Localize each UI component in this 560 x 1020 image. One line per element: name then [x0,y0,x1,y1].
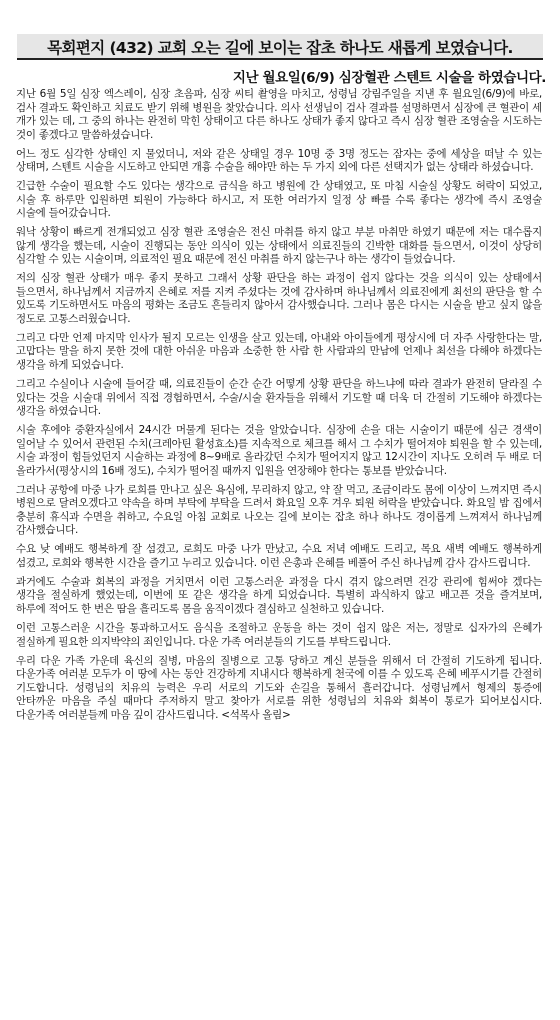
paragraph: 그리고 다만 언제 마지막 인사가 될지 모르는 인생을 살고 있는데, 아내와 아이들에게 평상시에 더 자주 사랑한다는 말, 고맙다는 말을 하지 못한 것에 대한 아쉬운 마음과 소중한 한 사람 한 사람과의 만남에 언제나 최선을 다해야 하겠다는 생각을 하게 되었습니다. [16,331,542,371]
paragraph: 워낙 상황이 빠르게 전개되었고 심장 혈관 조영술은 전신 마취를 하지 않고 부분 마취만 하였기 때문에 저는 대수롭지 않게 생각을 했는데, 시술이 진행되는 동안 의식이 있는 상태에서 의료진들의 긴박한 대화를 들으면서, 이것이 상당히 심각할 수 있는 시술이며, 의료적인 필요 때문에 전신 마취를 하지 않는구나 하는 생각이 들었습니다. [16,226,542,266]
paragraph: 어느 정도 심각한 상태인 지 물었더니, 저와 같은 상태일 경우 10명 중 3명 정도는 잠자는 중에 세상을 떠날 수 있는 상태며, 스텐트 시술을 시도하고 안되면 개흉 수술을 해야만 하는 두 가지 외에 다른 선택지가 없는 상태라 하셨습니다. [16,147,542,174]
paragraph: 수요 낮 예배도 행복하게 잘 섬겼고, 로희도 마중 나가 만났고, 수요 저녁 예배도 드리고, 목요 새벽 예배도 행복하게 섬겼고, 로희와 행복한 시간을 즐기고 누리고 있습니다. 이런 은총과 은혜를 베풀어 주신 하나님께 감사 감사드립니다. [16,543,542,569]
title-banner [17,34,543,60]
paragraph: 과거에도 수술과 회복의 과정을 거치면서 이런 고통스러운 과정을 다시 겪지 않으려면 건강 관리에 힘써야 겠다는 생각을 절실하게 했었는데, 이번에 또 같은 생각을 하게 되었습니다. 특별히 과식하지 않고 배고픈 것을 즐겨보며, 하루에 적어도 한 번은 땀을 흘리도록 몸을 움직이겠다 결심하고 실천하고 있습니다. [16,575,542,615]
paragraph: 그리고 수실이나 시술에 들어갈 때, 의료진들이 순간 순간 어떻게 상황 판단을 하느냐에 따라 결과가 완전히 달라질 수 있다는 것을 시술대 위에서 직접 경험하면서, 수술/시술 환자들을 위해서 기도할 때 더욱 더 간절히 기도해야 하겠다는 생각을 하였습니다. [16,378,542,418]
paragraph: 긴급한 수술이 필요할 수도 있다는 생각으로 금식을 하고 병원에 간 상태였고, 또 마침 시술실 상황도 허락이 되었고, 시술 후 하루만 입원하면 퇴원이 가능하다 하시고, 저 또한 여러가지 일정 상 빠를 수록 좋다는 생각에 즉시 조영술 시술에 들어갔습니다. [16,180,542,220]
paragraph: 이런 고통스러운 시간을 통과하고서도 음식을 조절하고 운동을 하는 것이 쉽지 않은 저는, 정말로 십자가의 은혜가 절실하게 필요한 의지박약의 죄인입니다. 다운 가족 여러분들의 기도를 부탁드립니다. [16,622,542,648]
paragraph: 저의 심장 혈관 상태가 매우 좋지 못하고 그래서 상황 판단을 하는 과정이 쉽지 않다는 것을 의식이 있는 상태에서 들으면서, 하나님께서 지금까지 은혜로 저를 지켜 주셨다는 것에 감사하며 하나님께서 의료진에게 최선의 판단을 할 수 있도록 기도하면서도 마음의 평화는 조금도 흔들리지 않아서 감사했습니다. 그러나 몸은 다시는 시술을 받고 싶지 않을 정도로 고통스러웠습니다. [16,272,542,325]
paragraph: 그러나 공항에 마중 나가 로희를 만나고 싶은 욕심에, 무리하지 않고, 약 잘 먹고, 조금이라도 몸에 이상이 느껴지면 즉시 병원으로 달려오겠다고 약속을 하며 부탁에 부탁을 드려서 화요일 오후 겨우 퇴원 허락을 받았습니다. 화요일 밤 집에서 충분히 휴식과 수면을 취하고, 수요일 아침 교회로 나오는 길에 보이는 잡초 하나 하나도 경이롭게 느껴져서 하나님께 감사했습니다. [16,483,542,537]
paragraph: 시술 후에야 중환자실에서 24시간 머물게 된다는 것을 알았습니다. 심장에 손을 대는 시술이기 때문에 심근 경색이 일어날 수 있어서 관련된 수치(크레아틴 활성효소)를 지속적으로 체크를 해서 그 수치가 떨어져야 퇴원을 할 수 있는데, 시술 과정이 힘들었던지 시술하는 과정에 8~9배로 올라갔던 수치가 떨어지지 않고 12시간이 지나도 오히려 두 배로 더 올라가서(평상시의 16배 정도), 수치가 떨어질 때까지 입원을 연장해야 한다는 통보를 받았습니다. [16,424,542,477]
paragraph: 지난 6월 5일 심장 엑스레이, 심장 초음파, 심장 씨티 촬영을 마치고, 성령님 강림주일을 지낸 후 월요일(6/9)에 바로, 검사 결과도 확인하고 치료도 받기 위해 병원을 찾았습니다. 의사 선생님이 검사 결과를 설명하면서 심장에 큰 혈관이 세 개가 있는 데, 그 중의 하나는 완전히 막힌 상태이고 다른 하나도 상태가 좋지 않다고 즉시 심장 혈관 조영술을 시도하는 것이 좋겠다고 말씀하셨습니다. [16,88,542,141]
letter-body [16,88,542,728]
page-subtitle: 지난 월요일(6/9) 심장혈관 스텐트 시술을 하였습니다. [232,70,546,86]
page-title: 목회편지 (432) 교회 오는 길에 보이는 잡초 하나도 새롭게 보였습니다. [47,39,513,57]
paragraph: 우리 다운 가족 가운데 육신의 질병, 마음의 질병으로 고통 당하고 계신 분들을 위해서 더 간절히 기도하게 됩니다. 다운가족 여러분 모두가 이 땅에 사는 동안 건강하게 지내시다 행복하게 천국에 이를 수 있도록 은혜 베푸시기를 간절히 기도합니다. 성령님의 치유의 능력은 우리 서로의 기도와 손길을 통해서 흘러갑니다. 성령님께서 형제의 통증에 안타까운 마음을 주실 때마다 주저하지 말고 찾아가 서로를 위한 성령님의 치유와 회복이 통로가 되어보십시다. 다운가족 여러분들께 마음 깊이 감사드립니다. <석목사 올림> [16,654,542,721]
